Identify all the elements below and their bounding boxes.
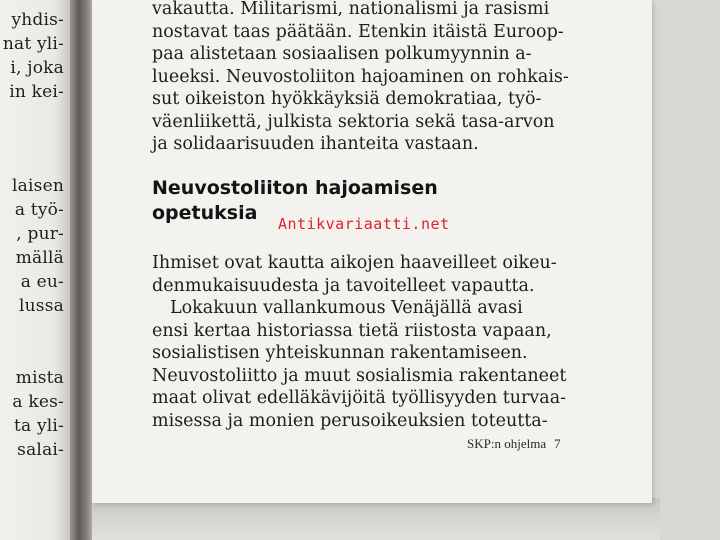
left-page-fragment: yhdis- xyxy=(11,10,64,30)
left-page-fragment: mällä xyxy=(15,248,64,268)
left-page-fragment: a kes- xyxy=(12,392,64,412)
page-footer xyxy=(467,436,561,452)
running-title: SKP:n ohjelma xyxy=(467,436,547,451)
underlying-page-edge xyxy=(92,498,660,540)
left-page-fragment: ta yli- xyxy=(14,416,64,436)
text-line: misessa ja monien perusoikeuksien toteutta- xyxy=(152,410,548,431)
text-line: denmukaisuudesta ja tavoitelleet vapautta. xyxy=(152,275,535,296)
text-line: ensi kertaa historiassa tietä riistosta vapaan, xyxy=(152,320,552,341)
left-page-fragment: , pur- xyxy=(16,224,64,244)
text-line: väenliikettä, julkista sektoria sekä tasa-arvon xyxy=(152,111,555,132)
left-page-fragment: mista xyxy=(15,368,64,388)
text-line: nostavat taas päätään. Etenkin itäistä Euroop- xyxy=(152,21,564,42)
text-line: sosialistisen yhteiskunnan rakentamiseen. xyxy=(152,343,528,363)
heading-line: opetuksia xyxy=(152,202,258,224)
left-page-fragment: a eu- xyxy=(20,272,64,292)
text-line: Ihmiset ovat kautta aikojen haaveilleet oikeu- xyxy=(152,253,557,273)
left-page-fragment: a työ- xyxy=(14,200,64,220)
text-line: Lokakuun vallankumous Venäjällä avasi xyxy=(170,298,523,318)
page-number: 7 xyxy=(554,436,561,451)
text-line: sut oikeiston hyökkäyksiä demokratiaa, työ- xyxy=(152,89,542,109)
text-line: ja solidaarisuuden ihanteita vastaan. xyxy=(152,134,479,154)
text-line: Neuvostoliitto ja muut sosialismia rakentaneet xyxy=(152,365,567,386)
heading-line: Neuvostoliiton hajoamisen xyxy=(152,177,438,199)
paragraph-2 xyxy=(152,252,572,432)
text-line: maat olivat edelläkävijöitä työllisyyden turvaa- xyxy=(152,388,567,408)
left-page-fragment: nat yli- xyxy=(2,34,64,54)
paragraph-1 xyxy=(152,0,572,156)
text-line: lueeksi. Neuvostoliiton hajoaminen on rohkais- xyxy=(152,66,569,87)
left-page-fragment: laisen xyxy=(12,176,64,196)
text-line: paa alistetaan sosiaalisen polkumyynnin a- xyxy=(152,44,532,64)
left-page-fragment: in kei- xyxy=(9,82,64,102)
left-page-fragment: salai- xyxy=(17,440,64,460)
left-page-fragment: i, joka xyxy=(10,58,64,78)
watermark: Antikvariaatti.net xyxy=(278,215,450,233)
left-page-fragment: lussa xyxy=(19,296,64,316)
text-line: vakautta. Militarismi, nationalismi ja rasismi xyxy=(152,0,550,19)
left-facing-page xyxy=(0,0,78,540)
